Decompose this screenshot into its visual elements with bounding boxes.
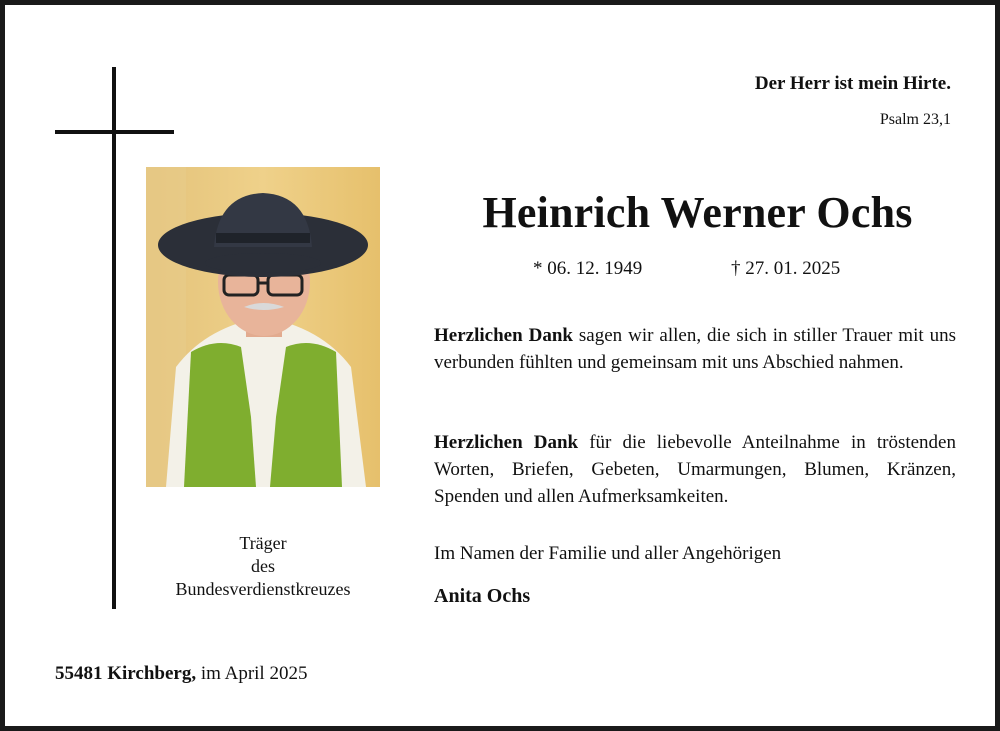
cross-icon-horizontal [55, 130, 174, 134]
honor-line-3: Bundesverdienstkreuzes [175, 579, 351, 599]
death-date: † 27. 01. 2025 [731, 258, 841, 279]
family-line: Im Namen der Familie und aller Angehörigen [434, 543, 782, 564]
signer-name: Anita Ochs [434, 585, 531, 607]
psalm-reference: Psalm 23,1 [879, 111, 951, 128]
thanks-lead-2: Herzlichen Dank [434, 432, 579, 453]
honor-line-2: des [251, 556, 275, 576]
portrait-photo [146, 167, 380, 487]
thanks-paragraph-2 [434, 429, 956, 510]
honor-caption [146, 532, 380, 601]
thanks-paragraph-1 [434, 322, 956, 376]
birth-date: * 06. 12. 1949 [533, 258, 643, 279]
place-date [55, 663, 307, 685]
place-date-text: im April 2025 [196, 663, 308, 684]
place-city: 55481 Kirchberg, [55, 663, 197, 684]
deceased-name: Heinrich Werner Ochs [482, 188, 913, 237]
cross-icon-vertical [112, 67, 116, 609]
thanks-lead-1: Herzlichen Dank [434, 325, 573, 346]
honor-line-1: Träger [239, 533, 287, 553]
motto: Der Herr ist mein Hirte. [754, 73, 951, 94]
thanks-text-1: sagen wir allen, die sich in stiller Trauer mit uns verbunden fühlten und gemeinsam mit uns Abschied nahmen. [434, 325, 956, 373]
thanks-text-2: für die liebevolle Anteilnahme in tröstenden Worten, Briefen, Gebeten, Umarmungen, Blumen, Kränzen, Spenden und allen Aufmerksamkeiten. [434, 432, 956, 507]
